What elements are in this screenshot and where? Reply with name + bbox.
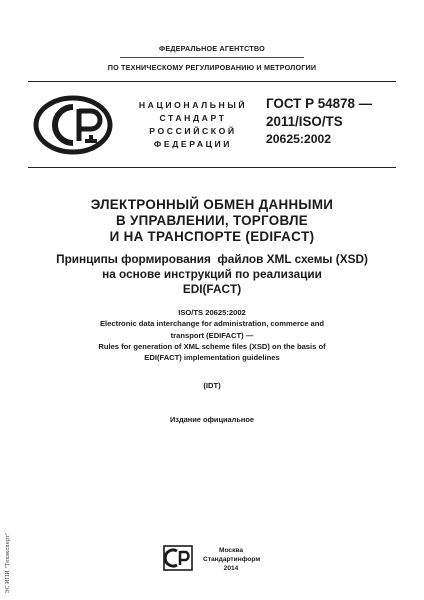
english-title-line1: Electronic data interchange for administration, commerce and (99, 319, 325, 328)
document-subtitle-line2: на основе инструкций по реализации (102, 267, 322, 281)
standard-code-line2: 2011/ISO/TS (266, 114, 343, 129)
national-standard-line3: РОССИЙСКОЙ (149, 126, 237, 136)
side-stamp-text: ЭС ИПИ "Техэксперт" (5, 532, 11, 594)
header-bottom-rule (28, 167, 396, 168)
english-title-line3: Rules for generation of XML scheme files (XSD) on the basis of (98, 342, 326, 351)
document-subtitle-line3: EDI(FACT) (182, 282, 242, 296)
standard-code-line1: ГОСТ Р 54878 — (266, 96, 373, 111)
document-subtitle-line1: Принципы формирования файлов XML схемы (XSD) (56, 252, 368, 266)
side-stamp (4, 528, 12, 598)
document-title-line1: ЭЛЕКТРОННЫЙ ОБМЕН ДАННЫМИ (90, 197, 334, 212)
standartinform-logo-icon (163, 545, 193, 571)
publication-year: 2014 (223, 565, 239, 572)
idt-marker: (IDT) (203, 381, 221, 390)
document-title-line3: И НА ТРАНСПОРТЕ (EDIFACT) (109, 229, 315, 244)
header-rule (28, 81, 396, 82)
english-title-line4: EDI(FACT) implementation guidelines (144, 353, 280, 362)
document-title-line2: В УПРАВЛЕНИИ, ТОРГОВЛЕ (115, 213, 309, 228)
iso-code: ISO/TS 20625:2002 (178, 308, 246, 317)
publisher-city: Москва (218, 547, 244, 554)
gost-r-certification-logo-icon (33, 95, 113, 155)
national-standard-line1: НАЦИОНАЛЬНЫЙ (138, 100, 248, 110)
standard-code-line3: 20625:2002 (266, 132, 332, 146)
agency-name-line1: ФЕДЕРАЛЬНОЕ АГЕНТСТВО (159, 44, 265, 53)
publisher-name: Стандартинформ (203, 556, 261, 563)
national-standard-line4: ФЕДЕРАЦИИ (153, 139, 233, 149)
english-title-line2: transport (EDIFACT) — (170, 331, 254, 340)
header-separator-short (120, 57, 304, 58)
agency-name-line2: ПО ТЕХНИЧЕСКОМУ РЕГУЛИРОВАНИЮ И МЕТРОЛОГИИ (107, 63, 317, 72)
edition-label: Издание официальное (169, 415, 254, 424)
national-standard-line2: СТАНДАРТ (159, 113, 227, 123)
